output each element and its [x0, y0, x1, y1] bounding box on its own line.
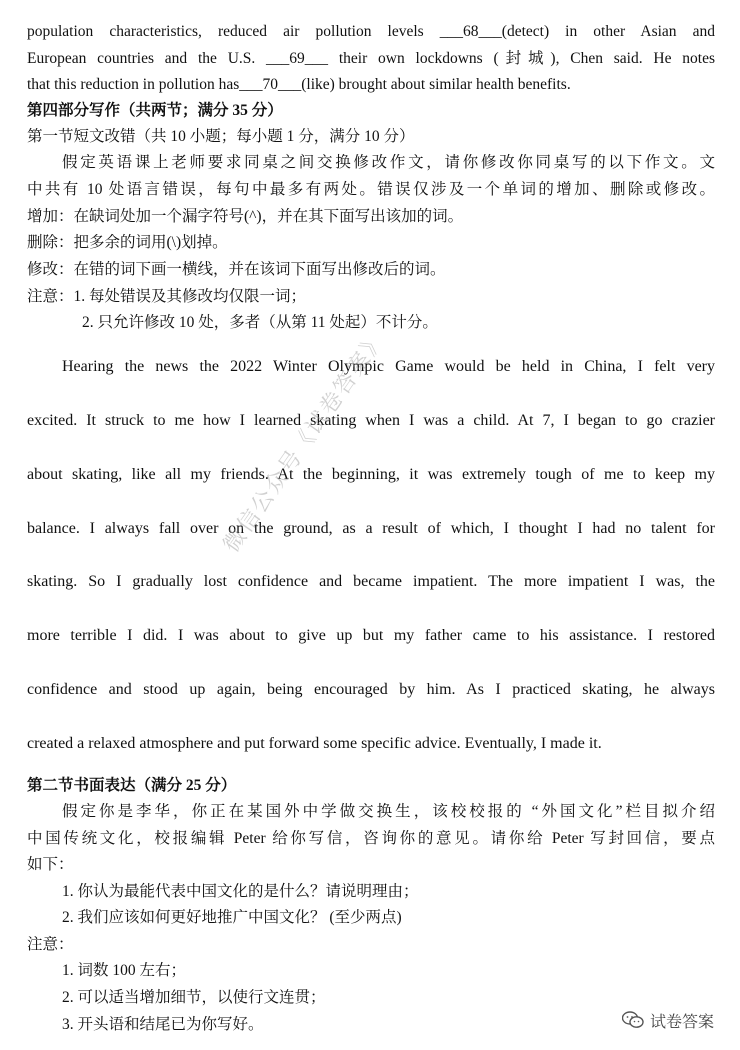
essay-line: confidence and stood up again, being encouraged by him. As I practiced skating, he always [27, 681, 715, 698]
part4-heading: 第四部分写作（共两节；满分 35 分） [27, 102, 283, 119]
essay-line: created a relaxed atmosphere and put forward some specific advice. Eventually, I made it. [27, 735, 602, 752]
instruction-add: 增加：在缺词处加一个漏字符号(^)，并在其下面写出该加的词。 [27, 208, 464, 225]
instruction-delete: 删除：把多余的词用(\)划掉。 [27, 234, 228, 251]
passage-line-2: European countries and the U.S. ___69___ their own lockdowns (封城), Chen said. He notes [27, 50, 715, 67]
task-line: 假定你是李华，你正在某国外中学做交换生，该校校报的 “外国文化”栏目拟介绍 [62, 803, 715, 820]
essay-line: Hearing the news the 2022 Winter Olympic Game would be held in China, I felt very [62, 358, 715, 375]
essay-line: balance. I always fall over on the ground, as a result of which, I thought I had no talent for [27, 520, 715, 537]
passage-line-1: population characteristics, reduced air pollution levels ___68___(detect) in other Asian and [27, 23, 715, 40]
watermark-text: 微信公众号《试卷答案》 [219, 326, 392, 558]
instruction-note-2: 2. 只允许修改 10 处，多者（从第 11 处起）不计分。 [82, 314, 438, 331]
task-line: 如下： [27, 856, 74, 873]
section2-heading: 第二节书面表达（满分 25 分） [27, 777, 237, 794]
note-3: 3. 开头语和结尾已为你写好。 [62, 1016, 264, 1033]
task-point-1: 1. 你认为最能代表中国文化的是什么？请说明理由； [62, 883, 419, 900]
instruction-line: 假定英语课上老师要求同桌之间交换修改作文，请你修改你同桌写的以下作文。文 [62, 154, 715, 171]
task-line: 中国传统文化，校报编辑 Peter 给你写信，咨询你的意见。请你给 Peter 写封回信，要点 [27, 830, 715, 847]
note-1: 1. 词数 100 左右； [62, 962, 187, 979]
essay-line: about skating, like all my friends. At the beginning, it was extremely tough of me to keep my [27, 466, 715, 483]
task-point-2: 2. 我们应该如何更好地推广中国文化？ (至少两点) [62, 909, 402, 926]
instruction-modify: 修改：在错的词下画一横线，并在该词下面写出修改后的词。 [27, 261, 446, 278]
notes-label: 注意： [27, 936, 74, 953]
wechat-icon [622, 1011, 644, 1029]
instruction-note-1: 注意：1. 每处错误及其修改均仅限一词； [27, 288, 307, 305]
essay-line: excited. It struck to me how I learned skating when I was a child. At 7, I began to go crazier [27, 412, 715, 429]
section1-heading: 第一节短文改错（共 10 小题；每小题 1 分，满分 10 分） [27, 128, 415, 145]
brand-logo [622, 1008, 714, 1032]
instruction-line: 中共有 10 处语言错误，每句中最多有两处。错误仅涉及一个单词的增加、删除或修改。 [27, 181, 715, 198]
essay-line: more terrible I did. I was about to give up but my father came to his assistance. I restored [27, 627, 715, 644]
note-2: 2. 可以适当增加细节，以使行文连贯； [62, 989, 326, 1006]
passage-line-3: that this reduction in pollution has___70___(like) brought about similar health benefits. [27, 76, 571, 93]
essay-line: skating. So I gradually lost confidence and became impatient. The more impatient I was, the [27, 573, 715, 590]
logo-text: 试卷答案 [650, 1011, 715, 1031]
